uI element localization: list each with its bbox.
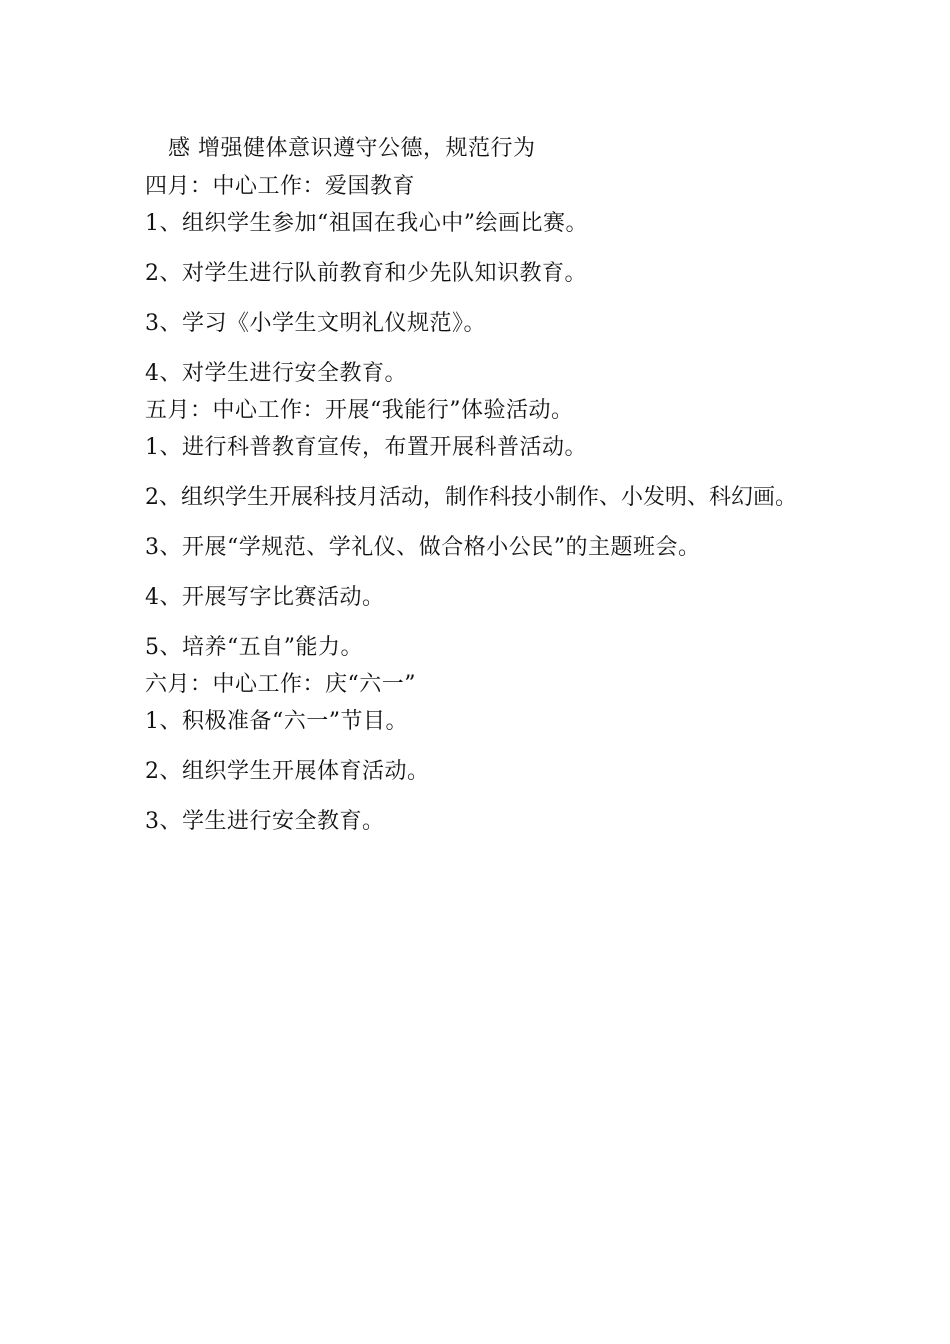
may-item-3: 3、开展“学规范、学礼仪、做合格小公民”的主题班会。 <box>145 535 701 560</box>
intro-line: 感 增强健体意识遵守公德，规范行为 <box>168 136 536 161</box>
june-item-2: 2、组织学生开展体育活动。 <box>145 759 430 784</box>
april-heading: 四月：中心工作：爱国教育 <box>145 174 416 199</box>
may-item-4: 4、开展写字比赛活动。 <box>145 585 385 610</box>
may-item-2: 2、组织学生开展科技月活动，制作科技小制作、小发明、科幻画。 <box>145 485 797 510</box>
may-heading: 五月：中心工作：开展“我能行”体验活动。 <box>145 398 574 423</box>
june-item-1: 1、积极准备“六一”节目。 <box>145 709 408 734</box>
april-item-1: 1、组织学生参加“祖国在我心中”绘画比赛。 <box>145 211 588 236</box>
june-heading: 六月：中心工作：庆“六一” <box>145 672 416 697</box>
may-item-5: 5、培养“五自”能力。 <box>145 635 363 660</box>
june-item-3: 3、学生进行安全教育。 <box>145 809 385 834</box>
april-item-2: 2、对学生进行队前教育和少先队知识教育。 <box>145 261 587 286</box>
april-item-4: 4、对学生进行安全教育。 <box>145 361 407 386</box>
may-item-1: 1、进行科普教育宣传，布置开展科普活动。 <box>145 435 587 460</box>
april-item-3: 3、学习《小学生文明礼仪规范》。 <box>145 311 486 336</box>
